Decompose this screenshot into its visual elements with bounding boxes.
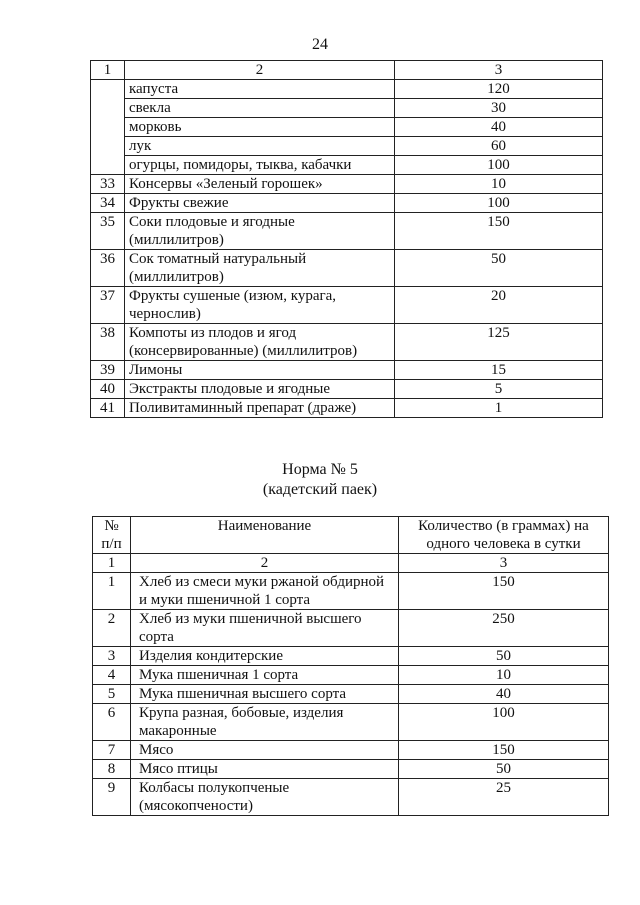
- item-name: Мука пшеничная высшего сорта: [131, 685, 399, 704]
- item-value: 30: [395, 99, 603, 118]
- item-name: Поливитаминный препарат (драже): [125, 399, 395, 418]
- item-name: Мясо птицы: [131, 760, 399, 779]
- item-name: Колбасы полукопченые (мясокопчености): [131, 779, 399, 816]
- item-name: Фрукты сушеные (изюм, курага, чернослив): [125, 287, 395, 324]
- table-row: [91, 137, 603, 156]
- item-name: Хлеб из смеси муки ржаной обдирной и муки пшеничной 1 сорта: [131, 573, 399, 610]
- item-value: 50: [395, 250, 603, 287]
- item-name: морковь: [125, 118, 395, 137]
- item-name: Консервы «Зеленый горошек»: [125, 175, 395, 194]
- row-number: 3: [93, 647, 131, 666]
- row-number: 34: [91, 194, 125, 213]
- item-name: Изделия кондитерские: [131, 647, 399, 666]
- item-value: 15: [395, 361, 603, 380]
- table-row: [91, 175, 603, 194]
- item-name: лук: [125, 137, 395, 156]
- table-row: [91, 361, 603, 380]
- table-row: [91, 156, 603, 175]
- item-value: 100: [395, 194, 603, 213]
- column-number-1: 1: [91, 61, 125, 80]
- row-number: 4: [93, 666, 131, 685]
- table-row: [91, 194, 603, 213]
- item-value: 100: [395, 156, 603, 175]
- table-row: [93, 685, 609, 704]
- table-row: [93, 666, 609, 685]
- item-value: 250: [399, 610, 609, 647]
- item-value: 120: [395, 80, 603, 99]
- row-number: 2: [93, 610, 131, 647]
- table-row: [93, 779, 609, 816]
- item-value: 10: [395, 175, 603, 194]
- item-value: 40: [395, 118, 603, 137]
- page-number: 24: [312, 36, 328, 53]
- row-number: 9: [93, 779, 131, 816]
- row-number: 7: [93, 741, 131, 760]
- item-name: капуста: [125, 80, 395, 99]
- column-number-2: 2: [131, 554, 399, 573]
- table-row: [93, 647, 609, 666]
- column-number-3: 3: [399, 554, 609, 573]
- item-name: Соки плодовые и ягодные (миллилитров): [125, 213, 395, 250]
- item-value: 25: [399, 779, 609, 816]
- item-name: Компоты из плодов и ягод (консервированные) (миллилитров): [125, 324, 395, 361]
- item-name: Мясо: [131, 741, 399, 760]
- column-number-1: 1: [93, 554, 131, 573]
- item-name: Крупа разная, бобовые, изделия макаронные: [131, 704, 399, 741]
- column-head-name: Наименование: [131, 517, 399, 554]
- table-header-row: [93, 554, 609, 573]
- item-value: 150: [399, 741, 609, 760]
- table-row: [93, 573, 609, 610]
- item-value: 100: [399, 704, 609, 741]
- table-row: [93, 610, 609, 647]
- row-number: 8: [93, 760, 131, 779]
- table-row: [93, 741, 609, 760]
- table-row: [93, 760, 609, 779]
- table-row: [91, 99, 603, 118]
- table-row: [91, 80, 603, 99]
- item-value: 10: [399, 666, 609, 685]
- column-head-number: № п/п: [93, 517, 131, 554]
- table-row: [91, 399, 603, 418]
- item-name: Сок томатный натуральный (миллилитров): [125, 250, 395, 287]
- item-value: 50: [399, 647, 609, 666]
- table-row: [91, 250, 603, 287]
- table-head-row: [93, 517, 609, 554]
- table-row: [91, 287, 603, 324]
- row-number: 6: [93, 704, 131, 741]
- item-value: 40: [399, 685, 609, 704]
- row-number: 5: [93, 685, 131, 704]
- item-value: 50: [399, 760, 609, 779]
- table-row: [91, 324, 603, 361]
- row-number: 41: [91, 399, 125, 418]
- row-number: 1: [93, 573, 131, 610]
- table-header-row: [91, 61, 603, 80]
- table-row: [91, 118, 603, 137]
- row-number: 33: [91, 175, 125, 194]
- item-value: 150: [395, 213, 603, 250]
- norm-heading: [0, 460, 640, 500]
- row-number: 35: [91, 213, 125, 250]
- item-name: Мука пшеничная 1 сорта: [131, 666, 399, 685]
- item-value: 20: [395, 287, 603, 324]
- row-number: 40: [91, 380, 125, 399]
- item-name: Экстракты плодовые и ягодные: [125, 380, 395, 399]
- row-number: 37: [91, 287, 125, 324]
- table-row: [91, 213, 603, 250]
- norm-title: Норма № 5: [282, 461, 358, 478]
- item-value: 1: [395, 399, 603, 418]
- table-row: [93, 704, 609, 741]
- ration-table-continued: [90, 60, 603, 418]
- empty-number-cell: [91, 80, 125, 175]
- item-value: 125: [395, 324, 603, 361]
- row-number: 38: [91, 324, 125, 361]
- column-head-quantity: Количество (в граммах) на одного человека в сутки: [399, 517, 609, 554]
- item-name: Фрукты свежие: [125, 194, 395, 213]
- item-name: огурцы, помидоры, тыква, кабачки: [125, 156, 395, 175]
- row-number: 36: [91, 250, 125, 287]
- item-value: 150: [399, 573, 609, 610]
- table-row: [91, 380, 603, 399]
- column-number-3: 3: [395, 61, 603, 80]
- item-value: 60: [395, 137, 603, 156]
- cadet-ration-table: [92, 516, 609, 816]
- norm-subtitle: (кадетский паек): [262, 481, 378, 498]
- item-name: свекла: [125, 99, 395, 118]
- item-value: 5: [395, 380, 603, 399]
- item-name: Лимоны: [125, 361, 395, 380]
- item-name: Хлеб из муки пшеничной высшего сорта: [131, 610, 399, 647]
- row-number: 39: [91, 361, 125, 380]
- column-number-2: 2: [125, 61, 395, 80]
